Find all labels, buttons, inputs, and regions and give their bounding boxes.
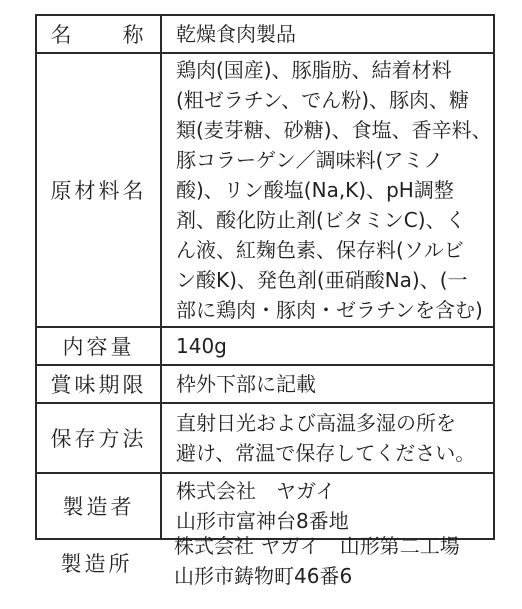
table-row	[36, 15, 494, 53]
table-row	[36, 365, 494, 403]
row-header-net-content: 内容量	[36, 327, 161, 365]
row-header-best-before: 賞味期限	[36, 365, 161, 403]
row-header-storage: 保存方法	[36, 403, 161, 473]
row-value-manufacturer: 株式会社 ヤガイ 山形市富神台8番地	[161, 473, 494, 539]
row-value-name: 乾燥食肉製品	[161, 15, 494, 53]
row-header-manufacturer: 製造者	[36, 473, 161, 539]
row-header-ingredients: 原材料名	[36, 53, 161, 327]
table-row	[36, 403, 494, 473]
row-value-best-before: 枠外下部に記載	[161, 365, 494, 403]
factory-value: 株式会社 ヤガイ 山形第二工場 山形市鋳物町46番6	[174, 534, 460, 588]
table-row	[36, 53, 494, 327]
row-value-net-content: 140g	[161, 327, 494, 365]
factory-header: 製造所	[60, 552, 133, 576]
row-header-name: 名 称	[36, 15, 161, 53]
row-value-storage: 直射日光および高温多湿の所を 避け、常温で保存してください。	[161, 403, 494, 473]
row-value-ingredients: 鶏肉(国産)、豚脂肪、結着材料 (粗ゼラチン、でん粉)、豚肉、糖 類(麦芽糖、砂糖)、食塩、香辛料、 豚コラーゲン／調味料(アミノ 酸)、リン酸塩(Na,K)、pH調整 剤、酸化防止剤(ビタミンC)、く ん液、紅麹色素、保存料(ソルビ ン酸K)、発色剤(亜硝酸Na)、(一 部に鶏肉・豚肉・ゼラチンを含む)	[161, 53, 494, 327]
food-label-table	[35, 14, 495, 540]
factory-info	[35, 522, 495, 604]
table-row	[36, 327, 494, 365]
